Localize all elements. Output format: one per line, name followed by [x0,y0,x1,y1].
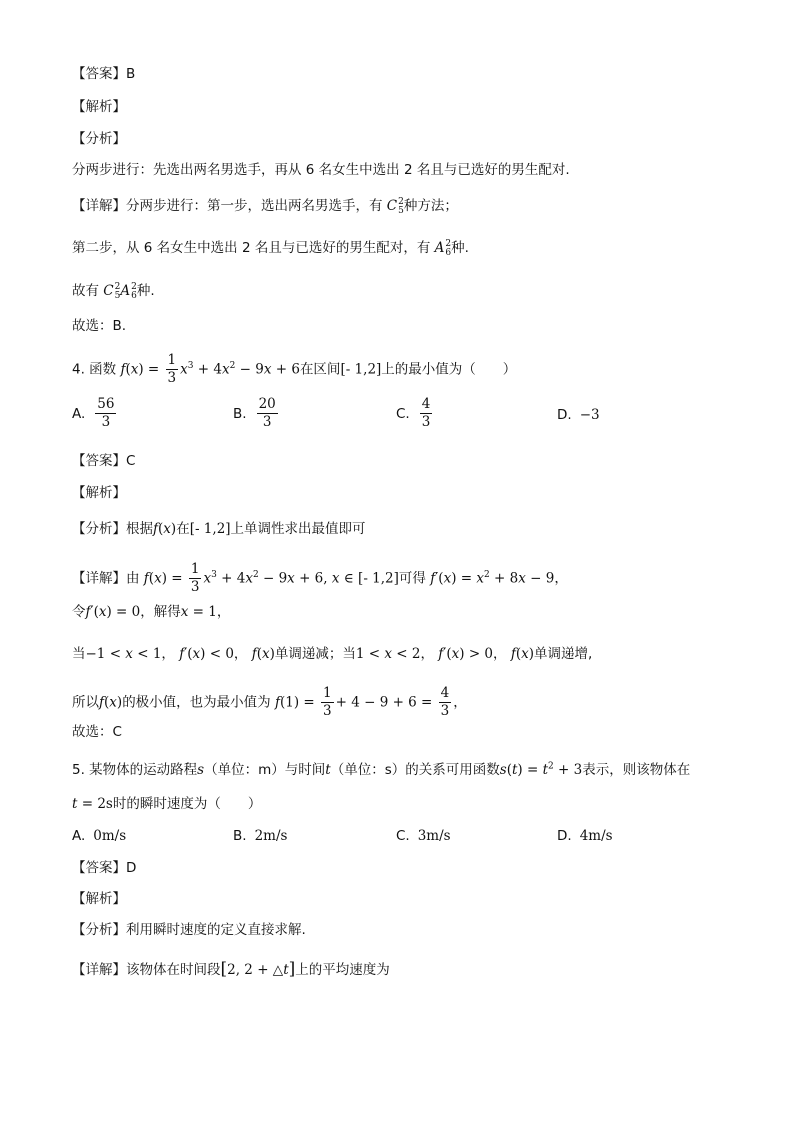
option-b: B. 2m/s [233,828,288,844]
question-5-stem-2: t = 2s时的瞬时速度为（ ） [72,796,262,812]
option-a: A. $\frac{56}{3}$ [72,396,115,430]
formula-c52a62: C 2 5 A 2 6 [103,281,137,301]
question-5-stem: 5. 某物体的运动路程s（单位：m）与时间t（单位：s）的关系可用函数$s(t) = t^2 + 3$表示，则该物体在 [72,761,691,778]
step2-line: 第二步，从 6 名女生中选出 2 名且与已选好的男生配对，有 A 2 6 种. [72,238,469,258]
option-d: D. −3 [557,407,600,423]
fenxi-heading: 【分析】 [72,131,126,147]
choose-line: 故选：C [72,724,122,740]
fenxi-line: 【分析】利用瞬时速度的定义直接求解. [72,922,306,938]
formula-a62: A 2 6 [434,238,452,258]
answer-line: 【答案】C [72,453,136,469]
choose-line: 故选：B. [72,318,127,334]
answer-line: 【答案】B [72,66,136,82]
analysis-heading: 【解析】 [72,99,126,115]
detail-line: 【详解】分两步进行：第一步，选出两名男选手，有 C 2 5 种方法； [72,196,458,216]
monotonic-line: 当−1 < x < 1， f′(x) < 0， f(x)单调递减；当1 < x < 2， f′(x) > 0， f(x)单调递增, [72,646,593,662]
detail-line: 【详解】该物体在时间段[2, 2 + △t]上的平均速度为 [72,959,390,979]
option-c: C. 3m/s [396,828,451,844]
fenxi-text: 分两步进行：先选出两名男选手，再从 6 名女生中选出 2 名且与已选好的男生配对. [72,162,570,178]
fenxi-line: 【分析】根据f(x)在[- 1,2]上单调性求出最值即可 [72,521,366,537]
analysis-heading: 【解析】 [72,485,126,501]
detail-line: 【详解】由 f(x) = $\frac{1}{3}$ $x^3 + 4x^2 - 9x + 6$, x ∈ [- 1,2]可得 $f'(x) = x^2 + 8x - 9$， [72,561,568,595]
answer-line: 【答案】D [72,860,137,876]
question-4-stem: 4. 函数 f(x) = $\frac{1}{3}$ $x^3 + 4x^2 - 9x + 6$在区间[- 1,2]上的最小值为（ ） [72,352,517,386]
derivative-zero-line: 令f′(x) = 0，解得x = 1， [72,604,231,620]
analysis-heading: 【解析】 [72,891,126,907]
option-c: C. $\frac{4}{3}$ [396,396,431,430]
total-line: 故有 C 2 5 A 2 6 种. [72,281,155,301]
option-a: A. 0m/s [72,828,127,844]
formula-c52: C 2 5 [386,196,404,216]
option-b: B. $\frac{20}{3}$ [233,396,276,430]
min-value-line: 所以f(x)的极小值，也为最小值为 f(1) = $\frac{1}{3}$ + 4 − 9 + 6 = $\frac{4}{3}$ ， [72,685,467,719]
option-d: D. 4m/s [557,828,613,844]
